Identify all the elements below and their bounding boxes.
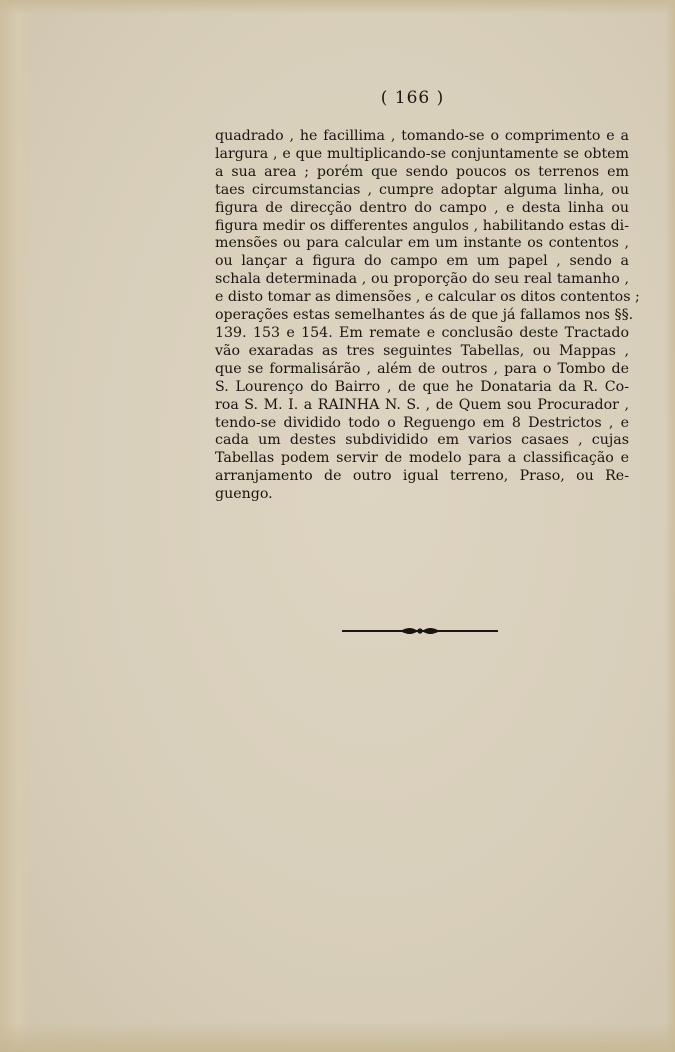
text-line: figura medir os differentes angulos , habilitando estas di- [215, 217, 629, 234]
page-edge-top [0, 0, 675, 14]
text-line: arranjamento de outro igual terreno, Praso, ou Re- [215, 468, 629, 485]
text-line: ou lançar a figura do campo em um papel , sendo a [215, 253, 629, 270]
text-line: quadrado , he facillima , tomando-se o comprimento e a [215, 128, 629, 144]
body-text [215, 128, 640, 504]
rule-ornament-icon [340, 622, 500, 640]
text-line: vão exaradas as tres seguintes Tabellas, ou Mappas , [215, 342, 629, 359]
text-line: mensões ou para calcular em um instante os contentos , [215, 235, 629, 252]
text-line: e disto tomar as dimensões , e calcular os ditos contentos ; [215, 289, 640, 306]
page-number: ( 166 ) [380, 88, 445, 108]
text-line: schala determinada , ou proporção do seu real tamanho , [215, 271, 629, 288]
text-line: taes circumstancias , cumpre adoptar alguma linha, ou [215, 181, 629, 198]
text-line: figura de direcção dentro do campo , e desta linha ou [215, 199, 629, 216]
text-line: cada um destes subdividido em varios casaes , cujas [215, 432, 629, 449]
text-line: guengo. [215, 486, 273, 503]
page-edge-right [665, 0, 675, 1052]
page-edge-left [0, 0, 30, 1052]
text-line: roa S. M. I. a RAINHA N. S. , de Quem sou Procurador , [215, 396, 629, 413]
text-line: a sua area ; porém que sendo poucos os terrenos em [215, 163, 629, 180]
text-line: tendo-se dividido todo o Reguengo em 8 Destrictos , e [215, 414, 629, 431]
text-line: operações estas semelhantes ás de que já fallamos nos §§. [215, 307, 634, 324]
text-line: S. Lourenço do Bairro , de que he Donataria da R. Co- [215, 378, 629, 395]
text-line: 139. 153 e 154. Em remate e conclusão deste Tractado [215, 324, 629, 341]
text-line: Tabellas podem servir de modelo para a classificação e [215, 450, 629, 467]
page-edge-bottom [0, 1022, 675, 1052]
text-line: largura , e que multiplicando-se conjuntamente se obtem [215, 145, 629, 162]
text-line: que se formalisárão , além de outros , para o Tombo de [215, 360, 629, 377]
